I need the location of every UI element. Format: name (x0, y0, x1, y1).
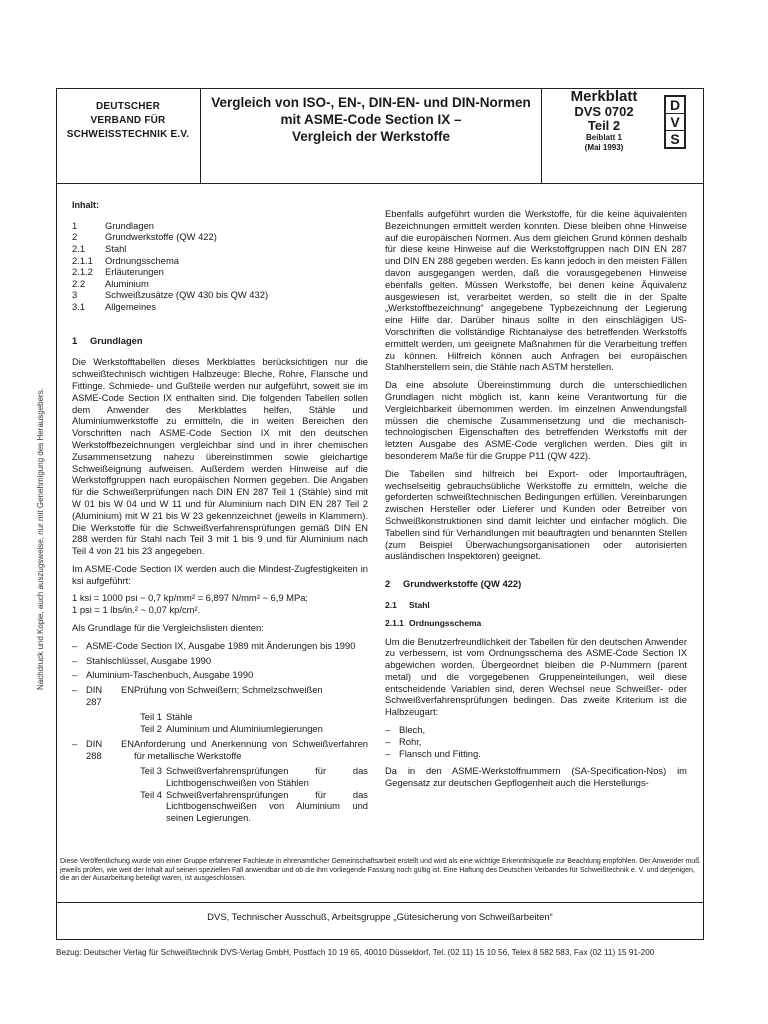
subsection-heading: 2.1.1 Ordnungsschema (385, 617, 482, 628)
header-column-divider (200, 88, 201, 183)
header-column-divider (541, 88, 542, 183)
toc-heading: Inhalt: (72, 200, 99, 210)
right-column (385, 208, 687, 795)
committee-footer: DVS, Technischer Ausschuß, Arbeitsgruppe „Gütesicherung von Schweißarbeiten“ (207, 912, 553, 923)
paragraph: Da eine absolute Übereinstimmung durch die unterschiedlichen Grundlagen nicht möglich ist, kann keine Verantwortung für die Vergleichbarkeit übernommen werden. Im einzelnen Anwendungsfall müssen die chemische Zusammensetzung und die mechanisch-technologischen Eigenschaften des betreffenden Werkstoffs mit der letzten Ausgabe des ASME-Code verglichen werden. Dies gilt in besonderem Maße für die Gruppe P11 (QW 422). (385, 379, 687, 461)
document-part: Teil 2 (587, 118, 621, 133)
list-item: – Rohr, (385, 735, 422, 747)
list-item: – Blech, (385, 724, 426, 736)
section-heading: 1 Grundlagen (72, 334, 143, 346)
toc-item: 2.1.1 Ordnungsschema (72, 254, 179, 266)
paragraph: Ebenfalls aufgeführt wurden die Werkstoffe, für die keine äquivalenten Bezeichnungen ermittelt werden konnten. Diese bleiben ohne Hinweise auf die europäischen Normen. Aus dem gleichen Grund können deshalb für diese keine Hinweise auf die Werkstoffgruppen nach DIN EN 287 und DIN EN 288 gegeben werden. Es kann jedoch in den meisten Fällen davon ausgegangen werden, daß die vorausgegebenen Hinweise ebenfalls gelten. Müssen Werkstoffe, bei denen keine Äquivalenz ausgewiesen ist, verarbeitet werden, so stellt die in der Spalte „Werkstoffbezeichnung“ angegebene Typbezeichnung der Legierung eine Hilfe dar. Darüber hinaus sollte in den einschlägigen US-Vorschriften die vollständige Richtanalyse des betreffenden Werkstoffs ermittelt werden, um geeignete Maßnahmen für die Verarbeitung treffen zu können. Hilfreich können auch Anfragen bei europäischen Stahlherstellern sein, die Stähle nach ASTM herstellen. (385, 208, 687, 373)
standard-part: Teil 1 Stähle (140, 710, 193, 722)
toc-item: 2 Grundwerkstoffe (QW 422) (72, 231, 217, 243)
list-item: – ASME-Code Section IX, Ausgabe 1989 mit Änderungen bis 1990 (72, 639, 356, 651)
section-heading: 2 Grundwerkstoffe (QW 422) (385, 578, 522, 590)
merkblatt-label: Merkblatt (570, 88, 638, 105)
header-divider (56, 183, 704, 184)
paragraph: Als Grundlage für die Vergleichslisten dienten: (72, 622, 264, 634)
standard-reference: – DIN EN 288 Anforderung und Anerkennung von Schweißverfahren für metallische Werkstoffe (72, 738, 368, 762)
document-code: DVS 0702 (574, 104, 634, 119)
toc-item: 2.2 Aluminium (72, 277, 149, 289)
supplement-label: Beiblatt 1 (585, 133, 622, 142)
standard-part: Teil 3 Schweißverfahrensprüfungen für das Lichtbogenschweißen von Stählen (140, 765, 368, 788)
footer-divider (56, 902, 704, 903)
list-item: – Stahlschlüssel, Ausgabe 1990 (72, 654, 212, 666)
paragraph: Die Tabellen sind hilfreich bei Export- oder Importaufträgen, wechselseitig gebrauchsübliche Werkstoffe zu ermitteln, welche die geforderten schweißtechnischen Bedingungen erfüllen. Vereinbarungen zwischen Hersteller oder Lieferer und Kunden oder Betreiber von Schweißkonstruktionen sind damit leichter und einfacher möglich. Die Tabellen sind für Verhandlungen mit beauftragten und benannten Stellen (zum Beispiel Überwachungsorganisationen oder autorisierten ausländischen Inspektoren) geeignet. (385, 467, 687, 562)
standard-part: Teil 2 Aluminium und Aluminiumlegierungen (140, 722, 323, 734)
toc-item: 3 Schweißzusätze (QW 430 bis QW 432) (72, 289, 269, 301)
dvs-logo: D V S (664, 95, 686, 149)
paragraph: Im ASME-Code Section IX werden auch die Mindest-Zugfestigkeiten in ksi aufgeführt: (72, 562, 368, 586)
formula-line: 1 psi = 1 lbs/in.² ~ 0,07 kp/cm². (72, 604, 201, 616)
paragraph: Um die Benutzerfreundlichkeit der Tabellen für den deutschen Anwender zu verbessern, ist vom Ordnungsschema des ASME-Code Section IX abgewichen worden. Übergeordnet bleiben die P-Nummern (parent metal) und die vorgegebenen Gruppeneinteilungen, weil diese entscheidende Variablen sind, deren Wechsel neue Schweißer- oder Schweißverfahrensprüfungen bedingen. Das zweite Kriterium ist die Halbzeugart: (385, 635, 687, 718)
list-item: – Flansch und Fitting. (385, 747, 481, 759)
standard-reference: – DIN EN 287 Prüfung von Schweißern; Schmelzschweißen (72, 684, 323, 708)
bullet-list (385, 724, 687, 759)
issue-date: (Mai 1993) (584, 143, 624, 152)
subsection-heading: 2.1 Stahl (385, 599, 430, 610)
publisher-name: DEUTSCHER VERBAND FÜR SCHWEISSTECHNIK E.V. (66, 101, 190, 140)
document-code-block (545, 89, 663, 153)
formula-line: 1 ksi = 1000 psi ~ 0,7 kp/mm² = 6,897 N/mm² ~ 6,9 MPa; (72, 592, 309, 604)
paragraph: Da in den ASME-Werkstoffnummern (SA-Specification-Nos) im Gegensatz zur deutschen Gepflogenheit auch die Herstellungs- (385, 765, 687, 789)
paragraph: Die Werkstofftabellen dieses Merkblattes berücksichtigen nur die schweißtechnisch wichtigen Halbzeuge: Bleche, Rohre, Flansche und Fittinge. Schmiede- und Gußteile werden nur aufgeführt, soweit sie im ASME-Code Section IX enthalten sind. Die folgenden Tabellen sollen dem Anwender des Merkblattes helfen, Stähle und Aluminiumwerkstoffe zu ermitteln, die in weiten Bereichen den Vorschriften nach ASME-Code Section IX mit den deutschen Werkstoffbezeichnungen vergleichbar sind und in ihrer chemischen Zusammensetzung nahezu übereinstimmen sowie gleichartige Schweißeignung aufweisen. Außerdem werden Hinweise auf die Werkstoffgruppen nach europäischen Normen gegeben. Die Angaben für die Schweißerprüfungen nach DIN EN 287 Teil 1 (Stähle) sind mit W 01 bis W 04 und W 11 und für Aluminium nach DIN EN 287 Teil 2 (Aluminium) mit W 21 bis W 23 gekennzeichnet (jeweils in Klammern). Die Werkstoffe für die Schweißverfahrensprüfungen gemäß DIN EN 288 werden für Stahl nach Teil 3 mit 1 bis 9 und für Aluminium nach Teil 4 von 21 bis 23 angegeben. (72, 356, 368, 557)
publisher-address: Bezug: Deutscher Verlag für Schweißtechnik DVS-Verlag GmbH, Postfach 10 19 65, 40010 Düsseldorf, Tel. (02 11) 15 10 56, Telex 8 582 583, Fax (02 11) 15 91-200 (56, 948, 655, 957)
toc-item: 2.1 Stahl (72, 242, 127, 254)
table-of-contents (72, 220, 368, 313)
toc-item: 2.1.2 Erläuterungen (72, 266, 164, 278)
toc-item: 1 Grundlagen (72, 219, 154, 231)
toc-item: 3.1 Allgemeines (72, 300, 157, 312)
list-item: – Aluminium-Taschenbuch, Ausgabe 1990 (72, 669, 254, 681)
standard-part: Teil 4 Schweißverfahrensprüfungen für das Lichtbogenschweißen von Aluminium und seinen Legierungen. (140, 788, 368, 824)
disclaimer: Diese Veröffentlichung wurde von einer Gruppe erfahrener Fachleute in ehrenamtlicher Gemeinschaftsarbeit erstellt und wird als eine wichtige Erkenntnisquelle zur Beachtung empfohlen. Der Anwender muß jeweils prüfen, wie weit der Inhalt auf seinen speziellen Fall anwendbar und ob die ihm vorliegende Fassung noch gültig ist. Eine Haftung des Deutschen Verbandes für Schweißtechnik e. V. und derjenigen, die an der Ausarbeitung beteiligt waren, ist ausgeschlossen. (60, 858, 700, 883)
left-column (72, 200, 368, 824)
document-title: Vergleich von ISO-, EN-, DIN-EN- und DIN-Normen mit ASME-Code Section IX – Vergleich der Werkstoffe (211, 95, 531, 144)
